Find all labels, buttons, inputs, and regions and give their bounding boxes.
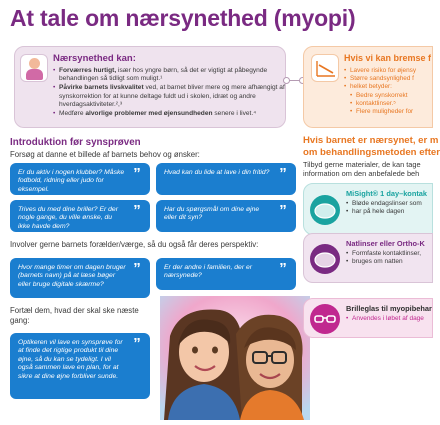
quote-icon: ” <box>133 335 141 352</box>
product-list <box>346 200 422 216</box>
question-bubble: Er du aktiv i nogen klubber? Måske fodbold, ridning eller judo for eksempel. ” <box>10 163 150 195</box>
product-card-glasses <box>303 298 433 338</box>
quote-icon: ” <box>279 165 287 182</box>
list-item: • bruges om natten <box>346 258 421 266</box>
list-item: • helket betyder: <box>344 83 434 91</box>
quote-icon: ” <box>133 260 141 277</box>
child-icon <box>20 54 48 82</box>
contact-lens-icon <box>310 195 340 225</box>
treatment-benefits-box <box>303 46 433 128</box>
myopia-list <box>53 67 285 119</box>
ortho-k-lens-icon <box>310 244 340 274</box>
treatment-box-heading: Hvis vi kan bremse f <box>344 53 432 63</box>
list-item: • kontaktlinser.⁵ <box>344 100 434 108</box>
right-heading: Hvis barnet er nærsynet, er m om behandlingsmetoden efter <box>303 135 440 158</box>
question-bubble: Har du spørgsmål om dine øjne eller dit syn? ” <box>156 200 296 232</box>
myopia-info-box <box>14 46 286 128</box>
product-card-ortho-k <box>303 233 433 283</box>
connector-dot <box>283 77 290 84</box>
intro-heading: Introduktion før synsprøven <box>10 137 141 148</box>
intro-text: Forsøg at danne et billede af barnets behov og ønsker: <box>10 150 200 159</box>
product-card-misight <box>303 183 433 235</box>
quote-icon: ” <box>279 260 287 277</box>
list-item: • Større sandsynlighed f <box>344 75 434 83</box>
treatment-list <box>344 67 434 116</box>
product-list <box>346 250 421 266</box>
glasses-icon <box>310 304 340 334</box>
list-item: • Flere muligheder for <box>344 108 434 116</box>
list-item: • Lavere risiko for øjensy <box>344 67 434 75</box>
quote-icon: ” <box>133 202 141 219</box>
parents-text: Involver gerne barnets forælder/værge, så du også får deres perspektiv: <box>10 240 259 249</box>
page-title: At tale om nærsynethed (myopi) <box>10 5 356 31</box>
list-item: • Bløde endagslinser som <box>346 200 422 208</box>
question-bubble: Trives du med dine briller? Er der nogle gange, du ville ønske, du ikke havde dem? ” <box>10 200 150 232</box>
list-item: • Medføre alvorlige problemer med øjensundheden senere i livet.⁴ <box>53 110 285 118</box>
question-bubble: Er der andre i familien, der er nærsynede? ” <box>156 258 296 290</box>
question-bubble: Hvad kan du lide at lave i din fritid? ” <box>156 163 296 195</box>
question-bubble: Hvor mange timer om dagen bruger (barnets navn) på at læse bøger eller bruge digitale skærme? ” <box>10 258 150 298</box>
chart-icon <box>311 54 339 82</box>
quote-icon: ” <box>133 165 141 182</box>
list-item: • Påvirke barnets livskvalitet ved, at barnet bliver mere og mere afhængigt af synskorrektion for at kunne deltage fuldt ud i skolen, idræt og andre hverdagsaktiviteter.²,³ <box>53 84 285 109</box>
explanation-bubble: Optikeren vil lave en synsprøve for at finde det rigtige produkt til dine øjne, så du kan se tydeligt. I vil også sammen lave en plan, for at sikre at dine øjne forbliver sunde. ” <box>10 333 150 399</box>
list-item: • Formfaste kontaktlinser, <box>346 250 421 258</box>
next-text: Fortæl dem, hvad der skal ske næste gang: <box>10 306 139 325</box>
product-heading: Natlinser eller Ortho-K <box>346 239 425 248</box>
quote-icon: ” <box>279 202 287 219</box>
right-text: Tilbyd gerne materialer, de kan tage information om den anbefalede beh <box>303 160 421 179</box>
product-list <box>346 315 424 323</box>
product-heading: MiSight® 1 day–kontak <box>346 189 428 198</box>
children-photo <box>160 296 310 420</box>
list-item: • Bedre synskorrekt <box>344 92 434 100</box>
list-item: • har på hele dagen <box>346 208 422 216</box>
list-item: • Forværres hurtigt, især hos yngre børn, så det er vigtigt at påbegynde behandlingen så tidligt som muligt.¹ <box>53 67 285 83</box>
list-item: • Anvendes i løbet af dage <box>346 315 424 323</box>
product-heading: Brilleglas til myopibehar <box>346 304 432 313</box>
myopia-box-heading: Nærsynethed kan: <box>53 53 136 64</box>
